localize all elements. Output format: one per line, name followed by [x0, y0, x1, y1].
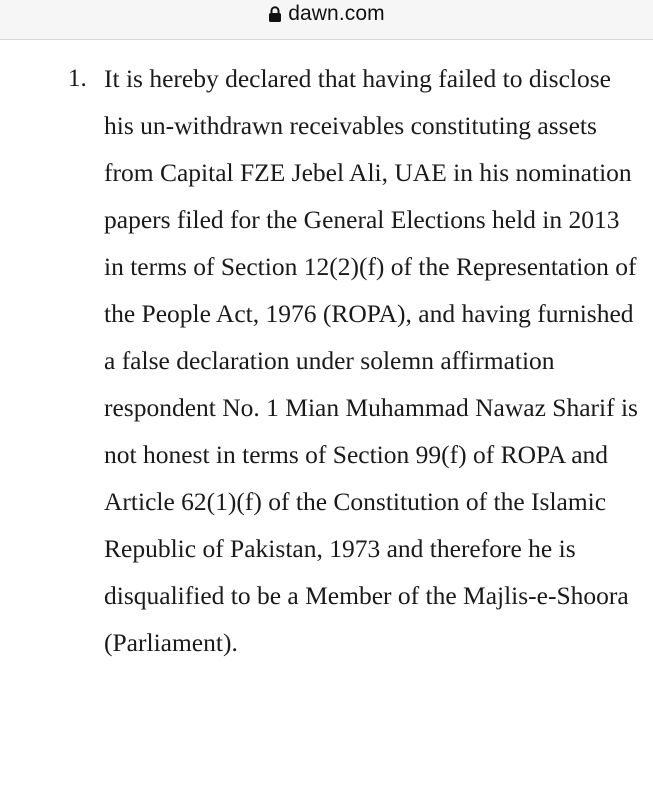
list-item	[0, 40, 653, 666]
article-body	[0, 40, 653, 800]
list-item-text: It is hereby declared that having failed to disclose his un-withdrawn receivables constituting assets from Capital FZE Jebel Ali, UAE in his nomination papers filed for the General Elections held in 2013 in terms of Section 12(2)(f) of the Representation of the People Act, 1976 (ROPA), and having furnished a false declaration under solemn affirmation respondent No. 1 Mian Muhammad Nawaz Sharif is not honest in terms of Section 99(f) of ROPA and Article 62(1)(f) of the Constitution of the Islamic Republic of Pakistan, 1973 and therefore he is disqualified to be a Member of the Majlis-e-Shoora (Parliament).	[104, 64, 638, 657]
list-item-number: 1.	[68, 65, 87, 92]
lock-icon	[268, 6, 282, 22]
domain-label: dawn.com	[288, 1, 385, 25]
address-bar[interactable]	[0, 0, 653, 40]
address-bar-content	[268, 2, 385, 26]
declaration-list	[0, 40, 653, 666]
